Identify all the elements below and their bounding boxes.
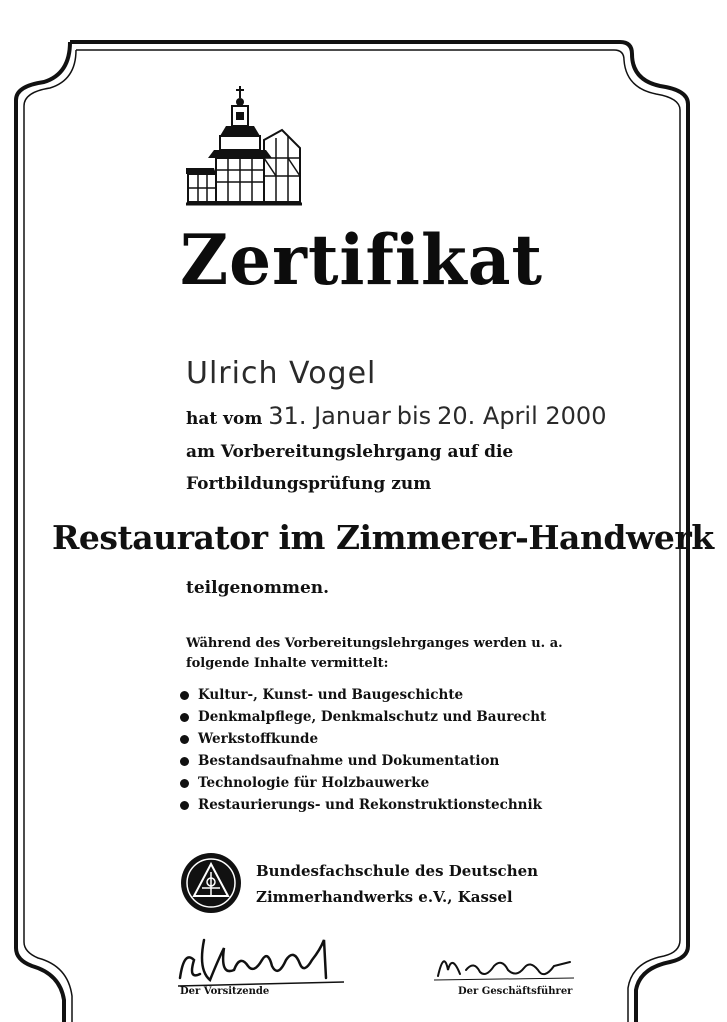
course-line: am Vorbereitungslehrgang auf die — [186, 442, 514, 462]
list-item — [180, 794, 546, 816]
list-item — [180, 684, 546, 706]
bullet-icon — [180, 757, 189, 766]
list-item — [180, 728, 546, 750]
church-and-timber-house-icon — [186, 84, 302, 210]
date-from: 31. Januar — [268, 402, 391, 430]
bullet-icon — [180, 691, 189, 700]
issuer-line-1: Bundesfachschule des Deutschen — [256, 862, 539, 880]
list-item — [180, 750, 546, 772]
certificate-title: Zertifikat — [180, 219, 543, 301]
role-manager: Der Geschäftsführer — [458, 986, 573, 997]
curriculum-intro: Während des Vorbereitungslehrganges werden u. a. folgende Inhalte vermittelt: — [186, 636, 563, 671]
signature-manager — [430, 940, 580, 990]
profession-title: Restaurator im Zimmerer-Handwerk — [52, 518, 714, 557]
bullet-icon — [180, 779, 189, 788]
list-item-label: Technologie für Holzbauwerke — [198, 775, 430, 791]
curriculum-list — [180, 684, 546, 816]
dates-prefix: hat vom — [186, 409, 263, 429]
role-chairman: Der Vorsitzende — [180, 986, 270, 997]
bullet-icon — [180, 801, 189, 810]
bullet-icon — [180, 735, 189, 744]
course-dates-line — [186, 404, 606, 431]
list-item-label: Kultur-, Kunst- und Baugeschichte — [198, 687, 464, 703]
dates-middle: bis — [396, 402, 432, 430]
guild-seal-icon — [180, 852, 242, 914]
recipient-name: Ulrich Vogel — [186, 356, 377, 391]
list-item-label: Werkstoffkunde — [198, 731, 319, 747]
list-item-label: Restaurierungs- und Rekonstruktionstechnik — [198, 797, 542, 813]
issuer-line-2: Zimmerhandwerks e.V., Kassel — [256, 888, 513, 906]
list-item-label: Bestandsaufnahme und Dokumentation — [198, 753, 500, 769]
signature-chairman — [174, 930, 354, 994]
exam-line: Fortbildungsprüfung zum — [186, 474, 432, 494]
participation-text: teilgenommen. — [186, 578, 330, 598]
list-item — [180, 706, 546, 728]
bullet-icon — [180, 713, 189, 722]
issuer-name — [256, 858, 538, 910]
list-item — [180, 772, 546, 794]
list-item-label: Denkmalpflege, Denkmalschutz und Baurecht — [198, 709, 547, 725]
date-to: 20. April 2000 — [437, 402, 607, 430]
